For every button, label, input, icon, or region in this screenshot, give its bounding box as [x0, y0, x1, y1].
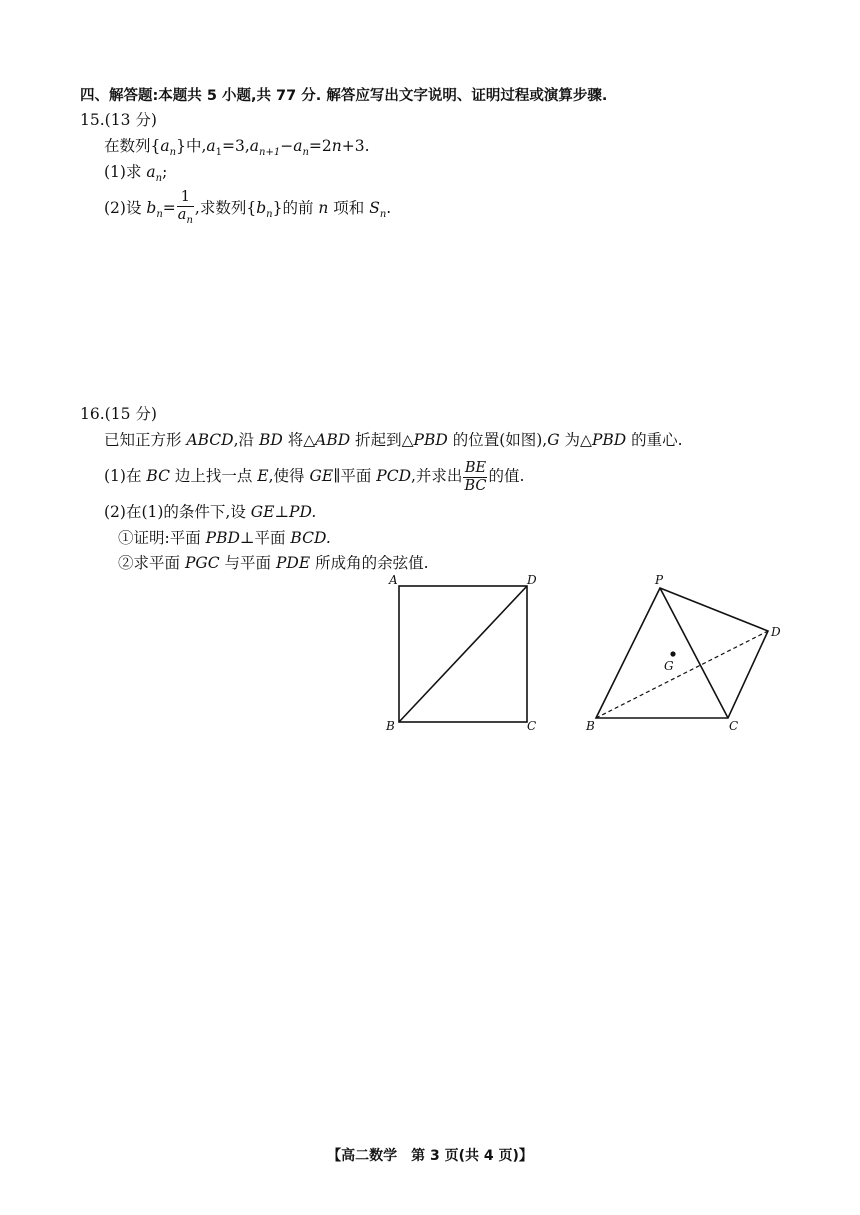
q16-text: ∥平面 [333, 467, 377, 485]
q15-text: 在数列{ [104, 137, 161, 155]
math-label: E [257, 467, 269, 485]
math-a: a [249, 137, 260, 155]
q15-text: ,求数列{ [194, 199, 257, 217]
label-a: A [389, 573, 398, 587]
math-op: = [162, 199, 176, 217]
math-op: − [280, 137, 294, 155]
math-a: a [206, 137, 216, 155]
diagonal-bd [399, 586, 527, 722]
label-b: B [586, 719, 595, 733]
math-label: BCD. [290, 529, 331, 547]
math-b: b [146, 199, 157, 217]
edge-bd-hidden [596, 631, 768, 718]
fraction-1-over-an [177, 189, 194, 229]
q16-text: 将△ [282, 431, 316, 449]
math-n: n [156, 209, 163, 221]
q16-text: ,沿 [233, 431, 259, 449]
q15-text: (1)求 [104, 163, 147, 181]
q15-text: +3. [341, 137, 370, 155]
label-d: D [771, 625, 781, 639]
math-a: a [293, 137, 303, 155]
math-n: n [266, 209, 273, 221]
q16-text: 边上找一点 [169, 467, 258, 485]
math-label: PBD [205, 529, 240, 547]
math-label: GE [309, 467, 334, 485]
math-n: n [379, 209, 387, 221]
math-label: PGC [184, 554, 220, 572]
q16-sub2 [118, 553, 429, 573]
q16-text: ⊥平面 [239, 529, 291, 547]
label-g: G [664, 659, 674, 673]
math-sub: 1 [215, 147, 222, 159]
math-label: PBD [591, 431, 627, 449]
centroid-g [670, 651, 675, 656]
q16-number: 16. [80, 405, 105, 423]
math-b: b [256, 199, 267, 217]
q15-text: =3, [222, 137, 250, 155]
figure-tetrahedron [582, 572, 792, 737]
q16-text: 折起到△ [350, 431, 414, 449]
q16-text: 为△ [559, 431, 592, 449]
q16-sub1 [118, 528, 331, 548]
math-sub: n+1 [259, 147, 281, 159]
q15-text: }中, [176, 137, 207, 155]
math-n: n [331, 137, 342, 155]
q16-text: 与平面 [219, 554, 276, 572]
math-n: n [302, 147, 309, 159]
q15-part1 [104, 162, 167, 189]
label-b: B [386, 719, 395, 733]
q15-number: 15. [80, 111, 105, 129]
q16-text: (2)在(1)的条件下,设 [104, 503, 251, 521]
math-label: PBD [413, 431, 448, 449]
label-c: C [729, 719, 739, 733]
q15-score: (13 分) [104, 111, 157, 129]
math-label: ABD [315, 431, 351, 449]
q16-text: 所成角的余弦值. [310, 554, 429, 572]
frac-num: 1 [177, 189, 194, 207]
q16-title [80, 404, 157, 424]
math-S: S [369, 199, 380, 217]
q15-text: . [386, 199, 392, 217]
math-label: BC [146, 467, 170, 485]
math-label: BE [464, 459, 487, 476]
math-label: G [547, 431, 560, 449]
q16-text: ②求平面 [118, 554, 185, 572]
q16-score: (15 分) [104, 405, 157, 423]
q15-text: ; [162, 163, 168, 181]
q16-text: ,使得 [268, 467, 310, 485]
q16-part2 [104, 502, 316, 522]
q15-intro [104, 136, 370, 163]
label-c: C [527, 719, 537, 733]
math-label: BC [464, 477, 487, 494]
q15-part2 [104, 188, 391, 228]
q15-text: =2 [308, 137, 332, 155]
figure-square [384, 572, 544, 737]
q16-text: 已知正方形 [104, 431, 187, 449]
section-header: 四、解答题:本题共 5 小题,共 77 分. 解答应写出文字说明、证明过程或演算步骤. [80, 88, 608, 104]
math-n: n [186, 214, 193, 226]
page-footer: 【高二数学 第 3 页(共 4 页)】 [327, 1148, 533, 1164]
outline-pdcb [596, 588, 768, 718]
q16-text: (1)在 [104, 467, 147, 485]
fraction-be-over-bc [463, 460, 487, 495]
q16-text: 的值. [488, 467, 525, 485]
q16-text: ,并求出 [411, 467, 463, 485]
math-n: n [318, 199, 329, 217]
q15-text: (2)设 [104, 199, 147, 217]
math-a: a [146, 163, 156, 181]
math-n: n [169, 147, 177, 159]
q16-part1 [104, 456, 524, 496]
q16-intro [104, 430, 683, 450]
q15-text: }的前 [272, 199, 319, 217]
q16-text: 的重心. [626, 431, 683, 449]
q16-text: ①证明:平面 [118, 529, 206, 547]
math-label: PDE [275, 554, 311, 572]
q16-text: 的位置(如图), [447, 431, 548, 449]
q15-title [80, 110, 157, 130]
q15-text: 项和 [328, 199, 370, 217]
math-label: ABCD [186, 431, 234, 449]
label-d: D [527, 573, 537, 587]
math-a: a [160, 137, 170, 155]
math-a: a [177, 207, 187, 224]
math-n: n [155, 173, 163, 185]
edge-pc [660, 588, 728, 718]
math-label: PCD [376, 467, 411, 485]
math-label: GE⊥PD. [250, 503, 317, 521]
label-p: P [655, 573, 664, 587]
math-label: BD [258, 431, 283, 449]
